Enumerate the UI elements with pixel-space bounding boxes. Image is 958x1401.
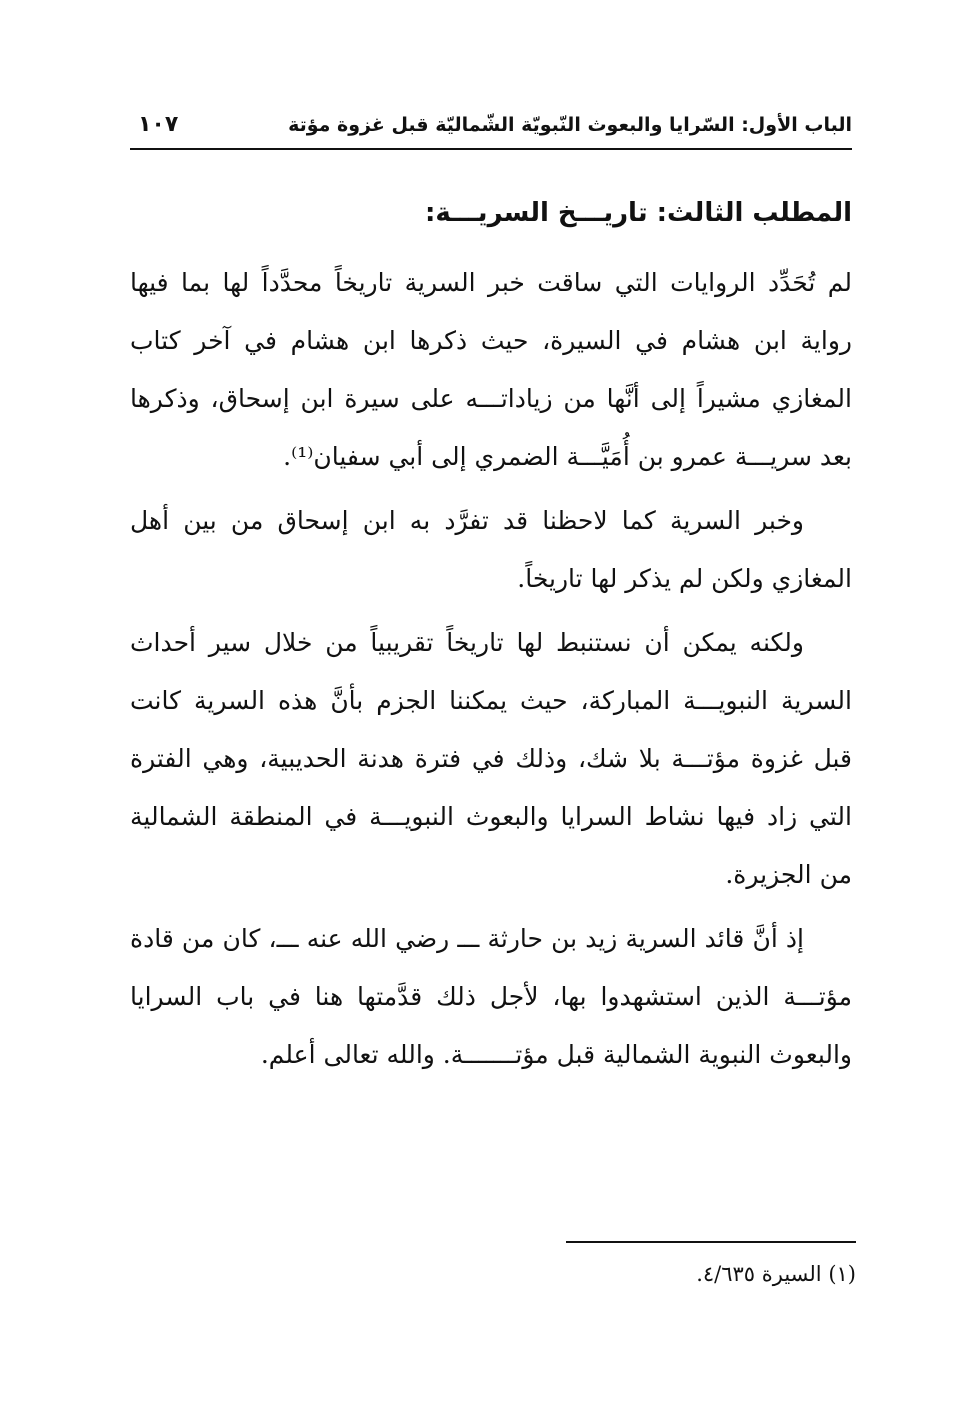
footnote: (١) السيرة ٤/٦٣٥.	[696, 1262, 856, 1286]
paragraph-4: إذ أنَّ قائد السرية زيد بن حارثة ـــ رضي الله عنه ـــ، كان من قادة مؤتـــة الذين استشهدوا بها، لأجل ذلك قدَّمتها هنا في باب السرايا والبعوث النبوية الشمالية قبل مؤتـــــــة. والله تعالى أعلم.	[130, 924, 852, 1069]
paragraph-2: وخبر السرية كما لاحظنا قد تفرَّد به ابن إسحاق من بين أهل المغازي ولكن لم يذكر لها تاريخاً.	[130, 506, 852, 593]
running-header	[130, 108, 852, 150]
main-content	[130, 182, 852, 1090]
page-number: ١٠٧	[138, 112, 179, 137]
paragraph-3: ولكنه يمكن أن نستنبط لها تاريخاً تقريبياً من خلال سير أحداث السرية النبويـــة المباركة، حيث يمكننا الجزم بأنَّ هذه السرية كانت قبل غزوة مؤتـــة بلا شك، وذلك في فترة هدنة الحديبية، وهي الفترة التي زاد فيها نشاط السرايا والبعوث النبويـــة في المنطقة الشمالية من الجزيرة.	[130, 628, 852, 889]
paragraph-1: لم تُحَدِّد الروايات التي ساقت خبر السرية تاريخاً محدَّداً لها بما فيها رواية ابن هشام في السيرة، حيث ذكرها ابن هشام في آخر كتاب المغازي مشيراً إلى أنَّها من زياداتـــه على سيرة ابن إسحاق، وذكرها بعد سريـــة عمرو بن أُمَيَّـــة الضمري إلى أبي سفيان⁽¹⁾.	[130, 268, 852, 471]
running-title: الباب الأول: السّرايا والبعوث النّبويّة الشّماليّة قبل غزوة مؤتة	[288, 114, 852, 136]
section-heading: المطلب الثالث: تاريـــخ السريـــة:	[424, 198, 852, 228]
footnote-divider	[566, 1241, 856, 1243]
